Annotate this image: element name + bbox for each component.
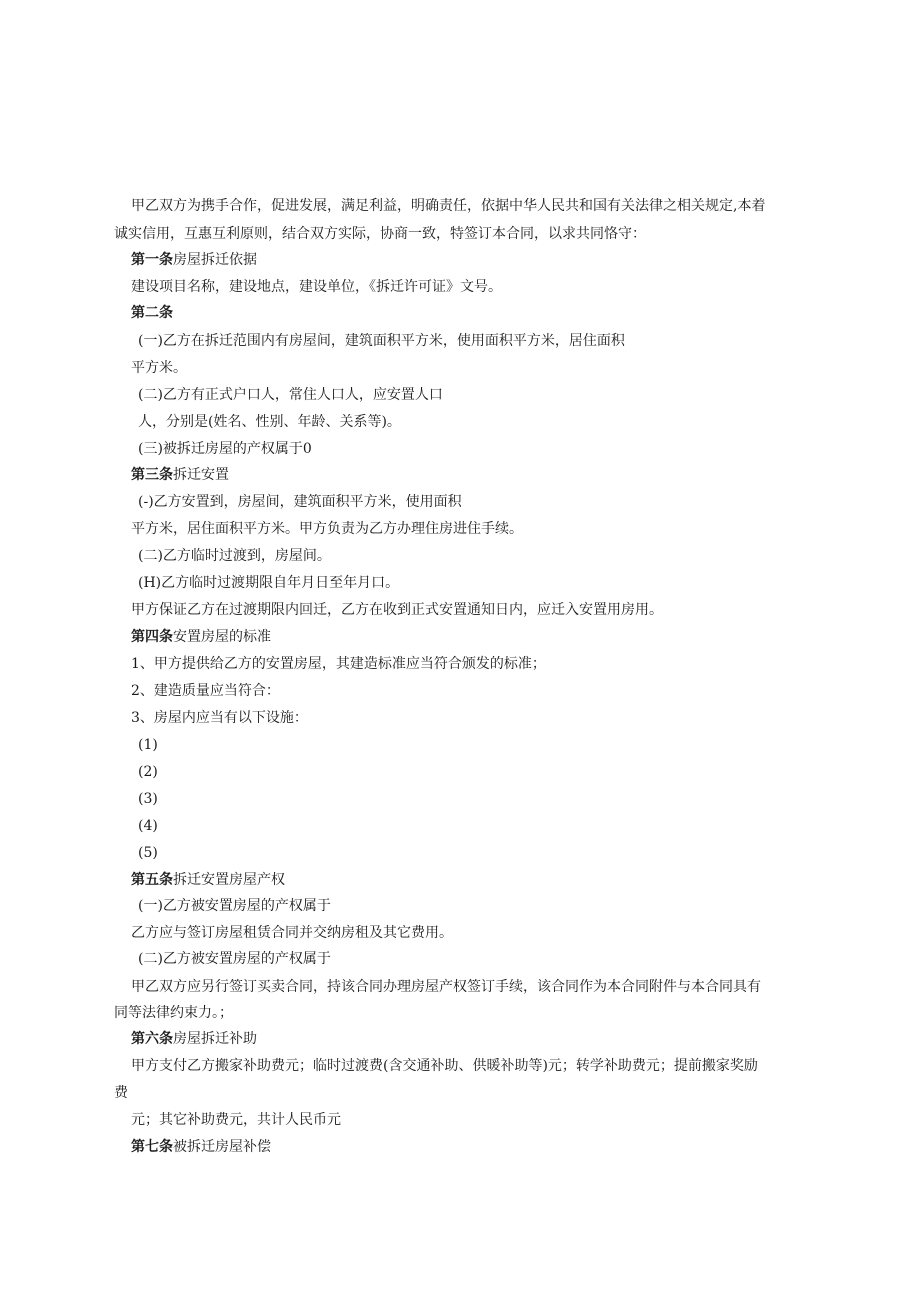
article-4-heading xyxy=(131,627,271,647)
article-5-number: 第五条 xyxy=(131,872,173,888)
article-4-number: 第四条 xyxy=(131,629,173,645)
article-5-item-1: (一)乙方被安置房屋的产权属于 xyxy=(138,898,331,914)
facility-list-item: (3) xyxy=(138,791,158,807)
article-4-clause-2: 2、建造质量应当符合： xyxy=(131,683,280,699)
article-4-title: 安置房屋的标准 xyxy=(173,629,271,645)
article-6-para-line-1: 甲方支付乙方搬家补助费元；临时过渡费(含交通补助、供暖补助等)元；转学补助费元；提前搬家奖励 xyxy=(131,1058,758,1074)
article-3-item-1: (-)乙方安置到，房屋间，建筑面积平方米，使用面积 xyxy=(138,494,462,510)
article-6-number: 第六条 xyxy=(131,1031,173,1047)
article-5-item-1-cont: 乙方应与签订房屋租赁合同并交纳房租及其它费用。 xyxy=(131,925,453,941)
facility-list-item: (2) xyxy=(138,764,158,780)
article-1-para-1: 建设项目名称，建设地点，建设单位，《拆迁许可证》文号。 xyxy=(131,279,502,295)
article-2-heading: 第二条 xyxy=(131,305,173,321)
article-3-number: 第三条 xyxy=(131,467,173,483)
article-1-title: 房屋拆迁依据 xyxy=(173,252,257,268)
article-3-para: 甲方保证乙方在过渡期限内回迁，乙方在收到正式安置通知日内，应迁入安置用房用。 xyxy=(131,602,663,618)
article-7-number: 第七条 xyxy=(131,1139,173,1155)
article-6-title: 房屋拆迁补助 xyxy=(173,1031,257,1047)
article-5-title: 拆迁安置房屋产权 xyxy=(173,872,285,888)
article-3-item-1-cont: 平方米，居住面积平方米。甲方负责为乙方办理住房进住手续。 xyxy=(131,521,523,537)
article-7-heading xyxy=(131,1137,271,1157)
article-6-para-line-2: 费 xyxy=(114,1085,128,1101)
facility-list-item: (4) xyxy=(138,818,158,834)
article-3-item-2: (二)乙方临时过渡到，房屋间。 xyxy=(138,548,331,564)
facility-list-item: (1) xyxy=(138,737,158,753)
article-2-item-3: (三)被拆迁房屋的产权属于0 xyxy=(138,441,312,457)
facility-list-item: (5) xyxy=(138,845,158,861)
article-6-para-line-3: 元；其它补助费元，共计人民币元 xyxy=(131,1112,341,1128)
article-3-heading xyxy=(131,465,229,485)
article-4-clause-1: 1、甲方提供给乙方的安置房屋，其建造标准应当符合颁发的标准； xyxy=(131,656,546,672)
intro-line-1: 甲乙双方为携手合作，促进发展，满足利益，明确责任，依据中华人民共和国有关法律之相关规定,本着 xyxy=(131,198,766,214)
article-5-heading xyxy=(131,870,285,890)
article-2-item-1: (一)乙方在拆迁范围内有房屋间，建筑面积平方米，使用面积平方米，居住面积 xyxy=(138,333,625,349)
article-5-para-line-2: 同等法律约束力。； xyxy=(114,1005,233,1021)
article-5-item-2: (二)乙方被安置房屋的产权属于 xyxy=(138,951,331,967)
article-1-number: 第一条 xyxy=(131,252,173,268)
article-3-item-3: (H)乙方临时过渡期限自年月日至年月口。 xyxy=(138,575,400,591)
article-2-item-1-cont: 平方米。 xyxy=(131,360,187,376)
article-7-title: 被拆迁房屋补偿 xyxy=(173,1139,271,1155)
intro-line-2: 诚实信用，互惠互利原则，结合双方实际，协商一致，特签订本合同，以求共同恪守： xyxy=(114,226,646,242)
article-2-item-2-cont: 人，分别是(姓名、性别、年龄、关系等)。 xyxy=(138,414,401,430)
article-3-title: 拆迁安置 xyxy=(173,467,229,483)
article-2-item-2: (二)乙方有正式户口人，常住人口人，应安置人口 xyxy=(138,387,443,403)
article-5-para-line-1: 甲乙双方应另行签订买卖合同，持该合同办理房屋产权签订手续，该合同作为本合同附件与本合同具有 xyxy=(131,979,761,995)
article-6-heading xyxy=(131,1029,257,1049)
article-4-clause-3: 3、房屋内应当有以下设施： xyxy=(131,710,308,726)
article-1-heading xyxy=(131,250,257,270)
